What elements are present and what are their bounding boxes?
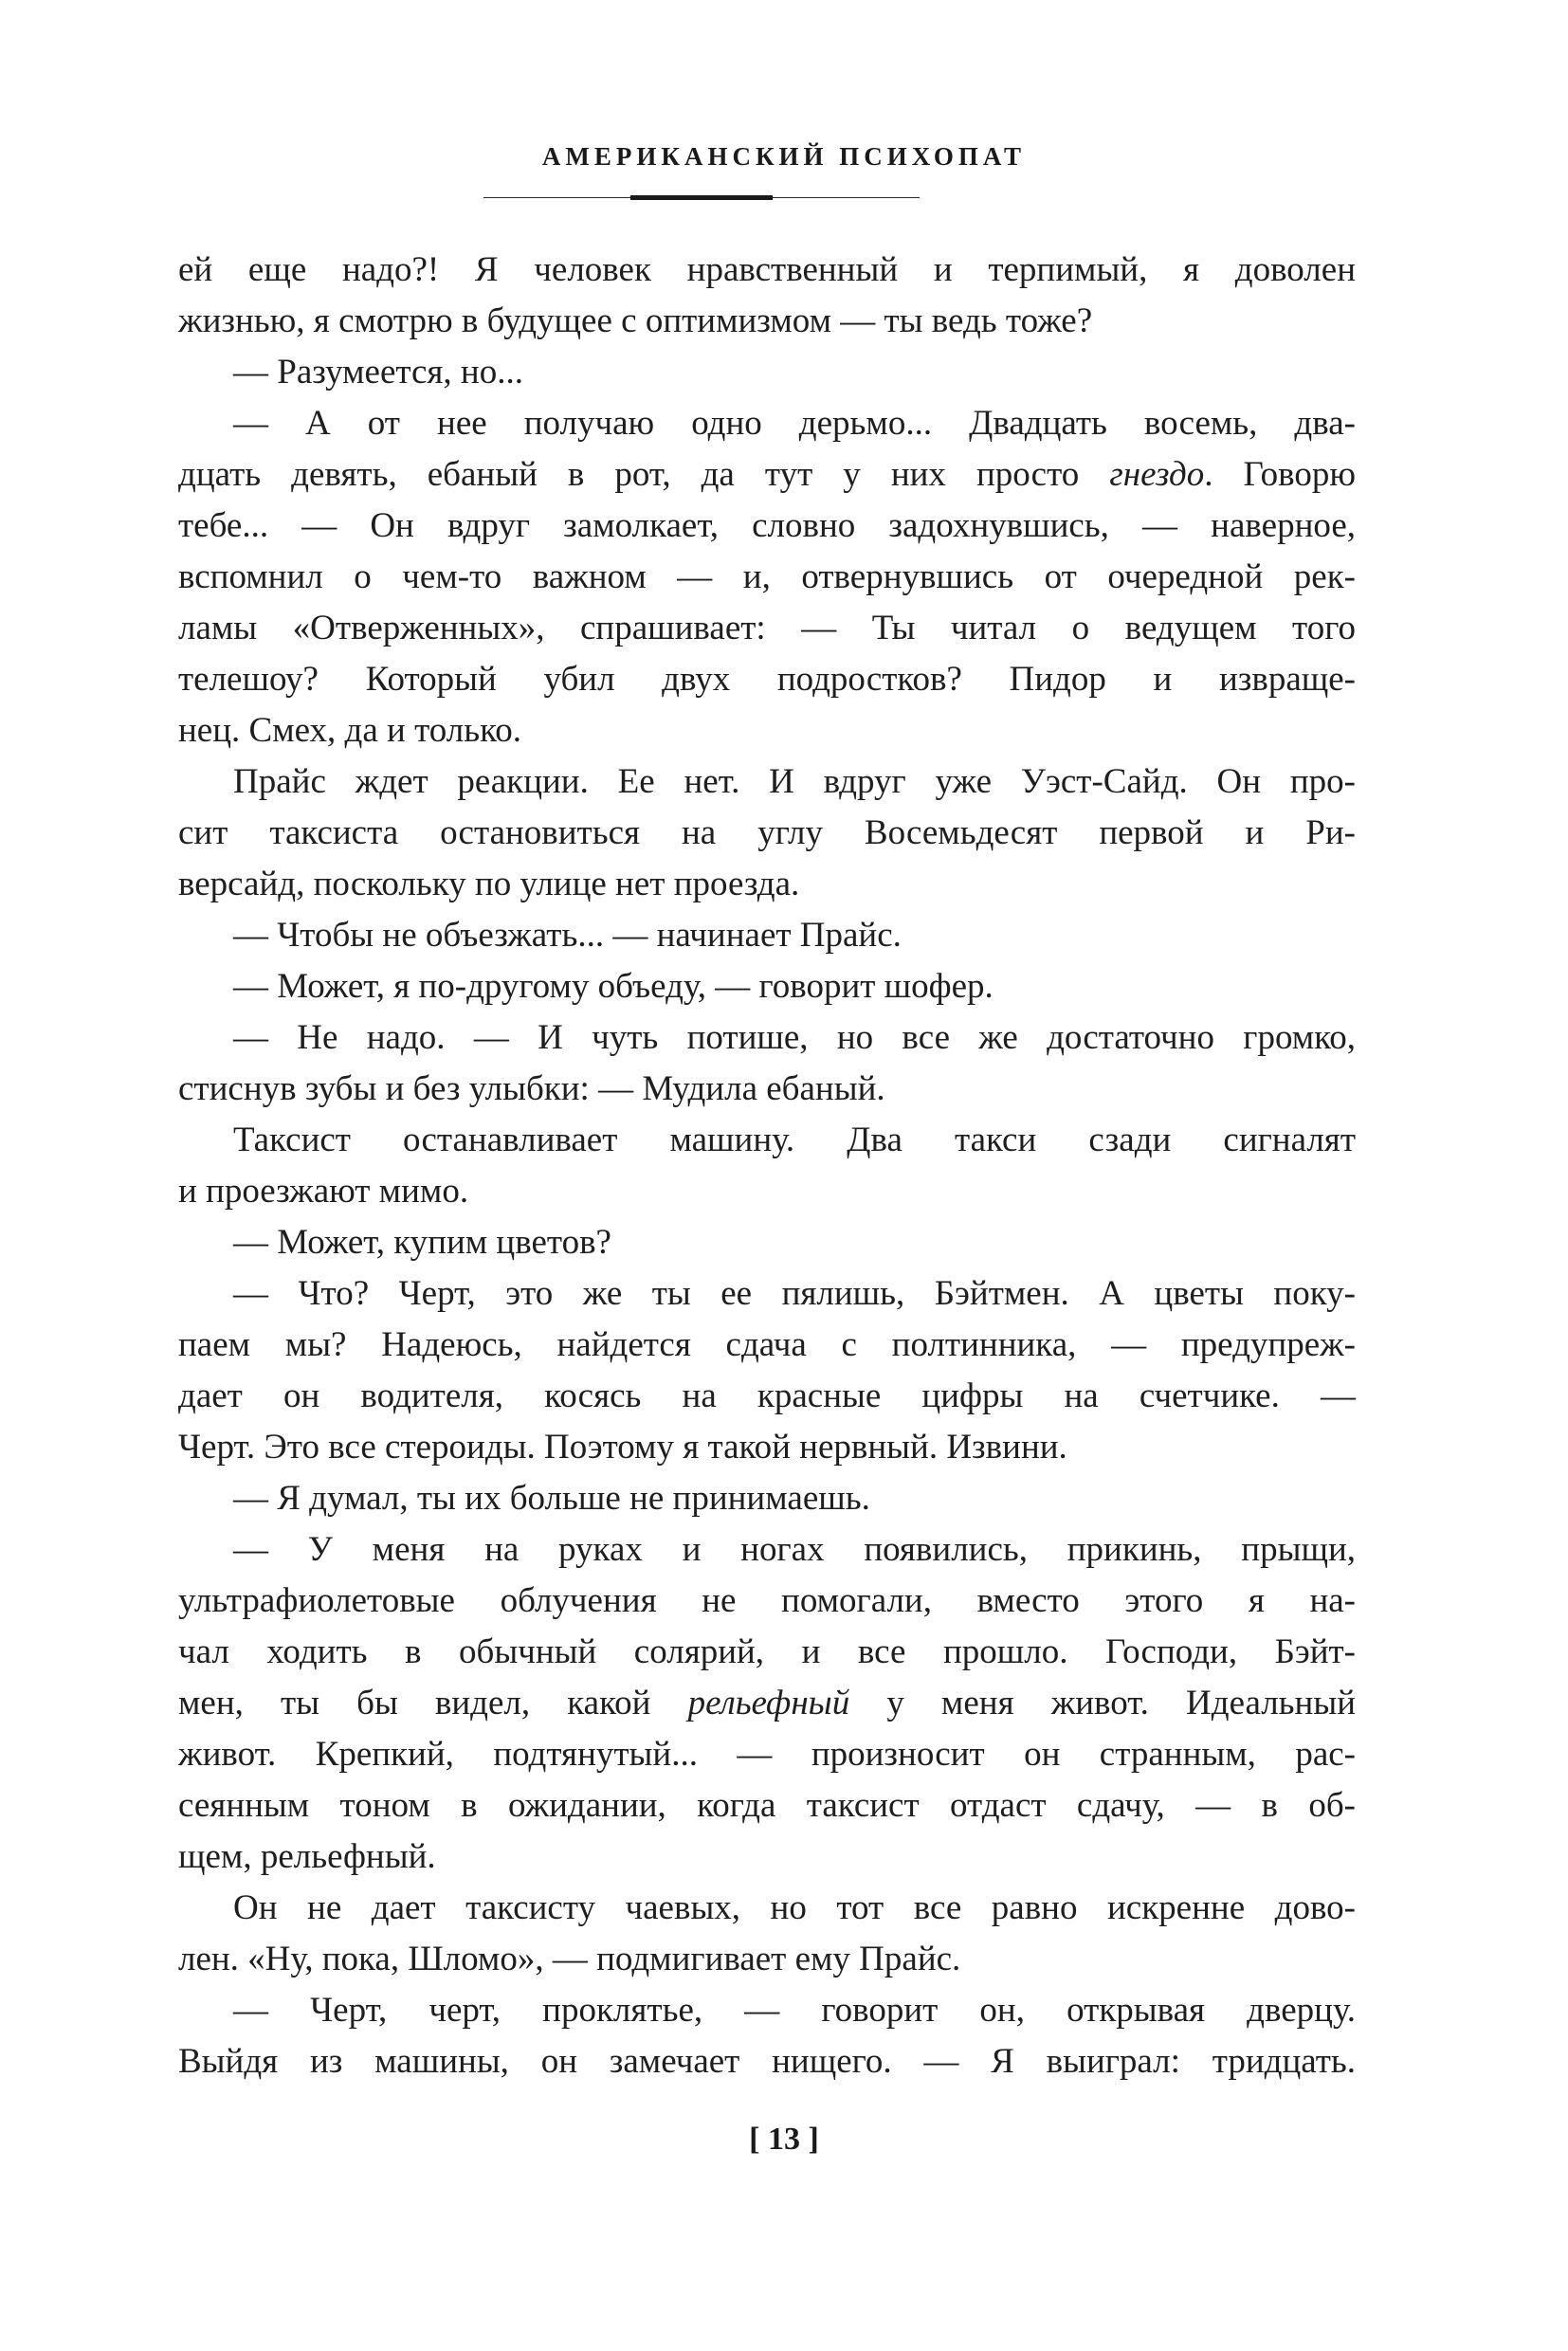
text-segment: — Чтобы не объезжать... — начинает Прайс. [233,916,902,955]
text-segment: — Черт, черт, проклятье, — говорит он, открывая дверцу. [233,1991,1356,2030]
text-segment: — А от нее получаю одно дерьмо... Двадцать восемь, два- [233,404,1356,443]
header-rule-thick [630,195,773,200]
text-segment: и проезжают мимо. [178,1172,469,1211]
text-line [178,1832,1356,1883]
text-segment: — Что? Черт, это же ты ее пялишь, Бэйтмен. А цветы поку- [233,1274,1356,1313]
text-line [178,296,1356,347]
text-segment: сеянным тоном в ожидании, когда таксист отдаст сдачу, — в об- [178,1786,1356,1825]
text-line [178,1166,1356,1217]
text-segment: вспомнил о чем-то важном — и, отвернувшись от очередной рек- [178,557,1356,596]
text-segment: живот. Крепкий, подтянутый... — произносит он странным, рас- [178,1735,1356,1774]
text-segment: щем, рельефный. [178,1837,436,1876]
text-segment: нец. Смех, да и только. [178,711,521,750]
text-line [178,347,1356,398]
text-line [178,449,1356,501]
text-line [178,1217,1356,1268]
text-segment: чал ходить в обычный солярий, и все прошло. Господи, Бэйт- [178,1632,1356,1671]
text-line [178,808,1356,859]
text-segment: Таксист останавливает машину. Два такси сзади сигналят [233,1121,1356,1159]
text-segment: — Может, купим цветов? [233,1223,611,1262]
text-line [178,2036,1356,2087]
text-segment: ей еще надо?! Я человек нравственный и терпимый, я доволен [178,250,1356,289]
text-segment: паем мы? Надеюсь, найдется сдача с полтинника, — предупреж- [178,1325,1356,1364]
text-line [178,1371,1356,1422]
text-line [178,1576,1356,1627]
text-line [178,245,1356,296]
text-line [178,910,1356,961]
text-segment: — У меня на руках и ногах появились, прикинь, прыщи, [233,1530,1356,1569]
text-line [178,1883,1356,1934]
text-segment: — Может, я по-другому объеду, — говорит шофер. [233,967,994,1006]
text-line [178,603,1356,654]
text-line [178,1678,1356,1729]
text-line [178,552,1356,603]
text-segment: у меня живот. Идеальный [849,1684,1356,1722]
text-line [178,961,1356,1012]
text-segment: ультрафиолетовые облучения не помогали, вместо этого я на- [178,1581,1356,1620]
text-line [178,1524,1356,1576]
text-line [178,1627,1356,1678]
text-line [178,1320,1356,1371]
page-number: [ 13 ] [749,2122,819,2157]
text-segment: — Разумеется, но... [233,353,523,392]
text-line [178,1780,1356,1832]
body-text [178,245,1356,2087]
text-segment: телешоу? Который убил двух подростков? Пидор и извраще- [178,660,1356,699]
text-segment: стиснув зубы и без улыбки: — Мудила ебаный. [178,1069,885,1108]
text-line [178,654,1356,705]
text-segment: тебе... — Он вдруг замолкает, словно задохнувшись, — наверное, [178,506,1356,545]
text-line [178,1934,1356,1985]
text-segment: — Не надо. — И чуть потише, но все же достаточно громко, [233,1018,1356,1057]
italic-text: гнездо [1109,455,1205,494]
text-line [178,756,1356,808]
text-segment: Выйдя из машины, он замечает нищего. — Я выиграл: тридцать. [178,2042,1356,2081]
text-line [178,1064,1356,1115]
running-title: АМЕРИКАНСКИЙ ПСИХОПАТ [541,142,1027,171]
text-segment: ламы «Отверженных», спрашивает: — Ты читал о ведущем того [178,609,1356,647]
italic-text: рельефный [687,1684,850,1722]
header-rule [483,195,920,201]
text-segment: дает он водителя, косясь на красные цифры на счетчике. — [178,1376,1356,1415]
text-line [178,705,1356,756]
text-segment: . Говорю [1204,455,1357,494]
text-segment: сит таксиста остановиться на углу Восемьдесят первой и Ри- [178,813,1356,852]
text-line [178,1422,1356,1473]
text-segment: лен. «Ну, пока, Шломо», — подмигивает ему Прайс. [178,1940,961,1978]
text-segment: Он не дает таксисту чаевых, но тот все равно искренне дово- [233,1888,1356,1927]
text-segment: жизнью, я смотрю в будущее с оптимизмом — ты ведь тоже? [178,301,1093,340]
text-line [178,1115,1356,1166]
text-line [178,398,1356,449]
text-segment: Прайс ждет реакции. Ее нет. И вдруг уже Уэст-Сайд. Он про- [233,762,1356,801]
text-line [178,1268,1356,1320]
text-line [178,1012,1356,1064]
text-segment: — Я думал, ты их больше не принимаешь. [233,1479,870,1518]
text-line [178,1985,1356,2036]
text-segment: версайд, поскольку по улице нет проезда. [178,865,800,903]
text-line [178,859,1356,910]
text-segment: дцать девять, ебаный в рот, да тут у них просто [178,455,1110,494]
text-line [178,501,1356,552]
text-segment: мен, ты бы видел, какой [178,1684,688,1722]
text-line [178,1729,1356,1780]
text-segment: Черт. Это все стероиды. Поэтому я такой нервный. Извини. [178,1428,1067,1467]
text-line [178,1473,1356,1524]
